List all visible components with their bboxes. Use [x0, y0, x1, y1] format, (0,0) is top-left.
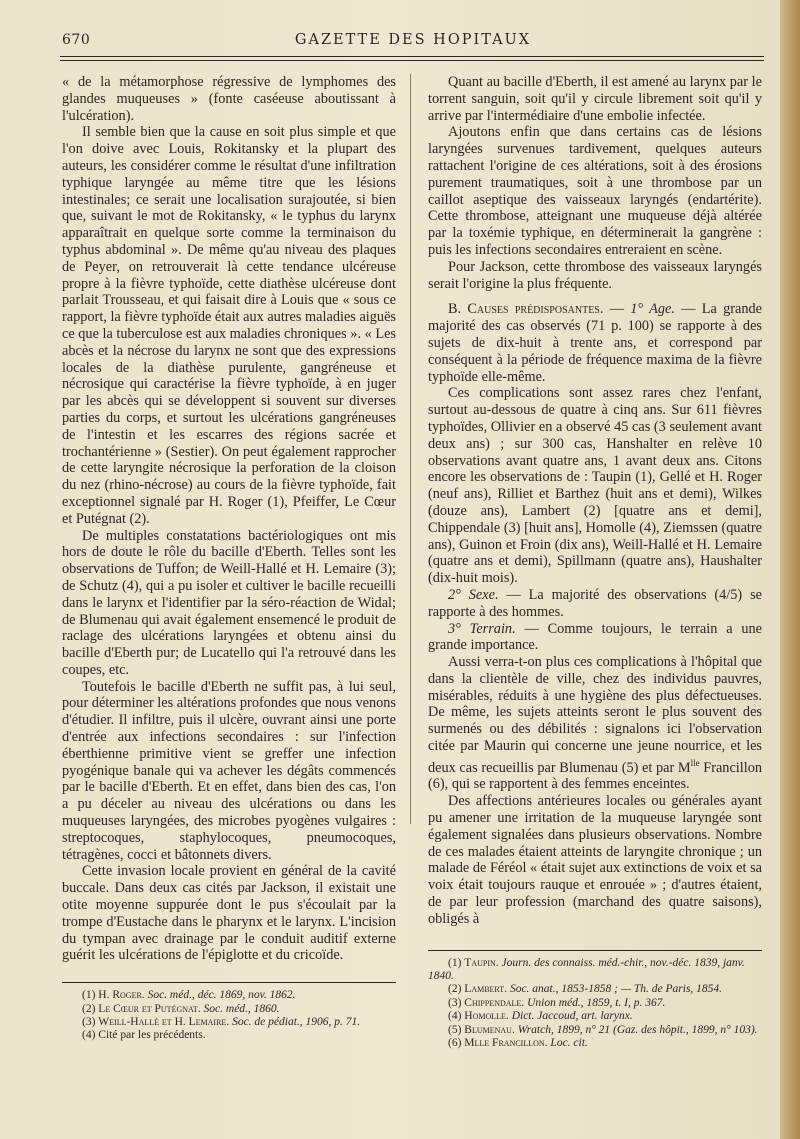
footnote-separator: [62, 982, 396, 983]
paragraph: Ajoutons enfin que dans certains cas de lésions laryngées survenues tardivement, quelques auteurs rattachent l'origine de ces altérations, soit à des érosions purement traumatiques, soit à une thrombose par un caillot aseptique des vaisseaux laryngés (endartérite). Cette thrombose, atteignant une muqueuse déjà altérée par la toxémie typhique, en déterminerait la gangrène : puis les infections secondaires entreraient en scène.: [428, 124, 762, 258]
column-divider: [410, 74, 411, 824]
footnote: (4) Homolle. Dict. Jaccoud, art. larynx.: [448, 1010, 633, 1023]
paragraph: Aussi verra-t-on plus ces complications à l'hôpital que dans la clientèle de ville, chez des individus pauvres, misérables, réduits à une hygiène des plus défectueuses. De même, les sujets atteints seront le plus souvent des surmenés ou des débilités : signalons ici l'observation citée par Maurin qui concerne une jeune nourrice, et les deux cas recueillis par Blumenau (5) et par $M^{lle}$ Francillon (6), qui se rapportent à des femmes enceintes.: [428, 654, 763, 793]
paragraph: Quant au bacille d'Eberth, il est amené au larynx par le torrent sanguin, soit qu'il y circule librement soit qu'il y arrive par l'intermédiaire d'une embolie infectée.: [428, 74, 762, 124]
paragraph: Cette invasion locale provient en général de la cavité buccale. Dans deux cas cités par Jackson, il existait une otite moyenne suppurée dont le pus s'écoulait par la trompe d'Eustache dans le pharynx et le larynx. L'incision du tympan avec drainage par le conduit auditif externe guérit les ulcérations de l'épiglotte et du cricoïde.: [62, 863, 396, 964]
section-heading: B. Causes prédisposantes.: [448, 301, 604, 318]
paragraph: Des affections antérieures locales ou générales ayant pu amener une irritation de la muqueuse laryngée sont également signalées dans plusieurs observations. Nombre de ces malades étaient atteints de laryngite chronique ; un malade de Féréol « était sujet aux extinctions de voix et sa voix était toujours rauque et enrouée » ; d'autres étaient, de par leur profession (marchand des quatre saisons), obligés à: [428, 793, 762, 927]
journal-title: GAZETTE DES HOPITAUX: [294, 32, 532, 48]
footnote: (5) Blumenau. Wratch, 1899, n° 21 (Gaz. des hôpit., 1899, n° 103).: [448, 1023, 758, 1036]
footnote: (2) Le Cœur et Putégnat. Soc. méd., 1860.: [82, 1002, 280, 1015]
footnote: (4) Cité par les précédents.: [82, 1029, 206, 1042]
left-column: [62, 74, 396, 1043]
paragraph: De multiples constatations bactériologiques ont mis hors de doute le rôle du bacille d'Eberth. Telles sont les observations de Tuffon; de Weill-Hallé et H. Lemaire (3); de Schutz (4), qui a pu isoler et cultiver le bacille recueilli dans le larynx et l'identifier par la séro-réaction de Widal; de Blumenau qui avait également ensemencé le produit de raclage des ulcérations laryngées et obtenu ainsi du bacille d'Eberth pur; de Lucatello qui l'a retrouvé dans les coupes, etc.: [62, 527, 396, 678]
page-header: [62, 32, 764, 52]
paragraph: « de la métamorphose régressive de lymphomes des glandes muqueuses » (fonte caséeuse aboutissant à l'ulcération).: [62, 74, 396, 124]
footnote: (1) Taupin. Journ. des connaiss. méd.-chir., nov.-déc. 1839, janv. 1840.: [428, 956, 745, 983]
header-rule-thin: [60, 60, 764, 61]
page-edge: [780, 0, 800, 1139]
paragraph: Ces complications sont assez rares chez l'enfant, surtout au-dessous de quatre à cinq ans. Sur 611 fièvres typhoïdes, Ollivier en a observé 45 cas (3 seulement avant deux ans) ; sur 300 cas, Hanshalter en relève 10 observations avant quatre ans, 1 avant deux ans. Citons encore les observations de : Taupin (1), Gellé et H. Roger (neuf ans), Rilliet et Barthez (huit ans et demi), Wilkes (douze ans), Lambert (2) [quatre ans et demi], Chippendale (3) [huit ans], Homolle (4), Ziemssen (quatre ans), Guinon et Froin (dix ans), Weill-Hallé et H. Lemaire (quatre ans et demi), Spillmann (quatre ans), Haushalter (dix-huit mois).: [428, 385, 762, 587]
paragraph: Il semble bien que la cause en soit plus simple et que l'on doive avec Louis, Rokitansky et la plupart des auteurs, les considérer comme le résultat d'une infiltration typhique laryngée au même titre que les lésions intestinales; ce serait une localisation surajoutée, si bien que, suivant le mot de Rokitansky, « le typhus du larynx apparaîtrait en quelque sorte comme la terminaison du typhus abdominal ». De même qu'au niveau des plaques de Peyer, on retrouverait là cette tendance ulcéreuse propre à la fièvre typhoïde, cette diathèse ulcéreuse dont parlait Trousseau, et qui faisait dire à Louis que « sous ce rapport, la fièvre typhoïde était aux autres maladies aiguës ce que la tuberculose est aux maladies chroniques ». « Les abcès et la nécrose du larynx ne sont que des expressions locales de la diathèse purulente, gangréneuse et nécrosique qui caractérise la fièvre typhoïde, à en juger par les abcès qui se développent si souvent sur diverses parties du corps, et surtout les ulcérations gangréneuses de l'intestin et les escarres des régions sacrée et trochantérienne » (Sestier). On peut également rapprocher de cette laryngite nécrosique la perforation de la cloison du nez (rhino-nécrose) au cours de la fièvre typhoïde, fait exceptionnel signalé par H. Roger (1), Pfeiffer, Le Cœur et Putégnat (2).: [62, 124, 396, 527]
footnote: (2) Lambert. Soc. anat., 1853-1858 ; — Th. de Paris, 1854.: [448, 983, 723, 996]
footnote: (3) Chippendale. Union méd., 1859, t. I, p. 367.: [448, 996, 666, 1009]
paragraph: Pour Jackson, cette thrombose des vaisseaux laryngés serait l'origine la plus fréquente.: [428, 258, 762, 292]
footnote: (3) Weill-Hallé et H. Lemaire. Soc. de pédiat., 1906, p. 71.: [82, 1016, 361, 1029]
page-number: 670: [62, 32, 91, 48]
footnote-separator: [428, 950, 762, 951]
header-rule-thick: [60, 56, 764, 57]
section-b-sexe: 2° Sexe. — La majorité des observations (4/5) se rapporte à des hommes.: [428, 586, 763, 620]
footnote: (1) H. Roger. Soc. méd., déc. 1869, nov. 1862.: [82, 989, 296, 1002]
footnote: (6) Mlle Francillon. Loc. cit.: [448, 1037, 588, 1050]
right-column: [428, 74, 762, 1050]
paragraph: Toutefois le bacille d'Eberth ne suffit pas, à lui seul, pour déterminer les altérations profondes que nous venons d'étudier. Il infiltre, puis il ulcère, ouvrant ainsi une porte d'entrée aux infections secondaires : sur l'infection éberthienne primitive vient se greffer une infection pyogénique banale qui va achever les dégâts commencés par le bacille d'Eberth. Et en effet, dans bien des cas, l'on a pu déceler au niveau des ulcérations ou dans les muqueuses laryngées, des microbes pyogènes vulgaires : streptocoques, staphylocoques, pneumocoques, tétragènes, cocci et bâtonnets divers.: [62, 678, 396, 863]
section-b-age: B. Causes prédisposantes. — 1° Age. — La grande majorité des cas observés (71 p. 100) se rapporte à des sujets de dix-huit à trente ans, et correspond par conséquent à la période de fréquence maxima de la fièvre typhoïde elle-même.: [428, 301, 762, 385]
section-b-terrain: 3° Terrain. — Comme toujours, le terrain a une grande importance.: [428, 620, 762, 654]
